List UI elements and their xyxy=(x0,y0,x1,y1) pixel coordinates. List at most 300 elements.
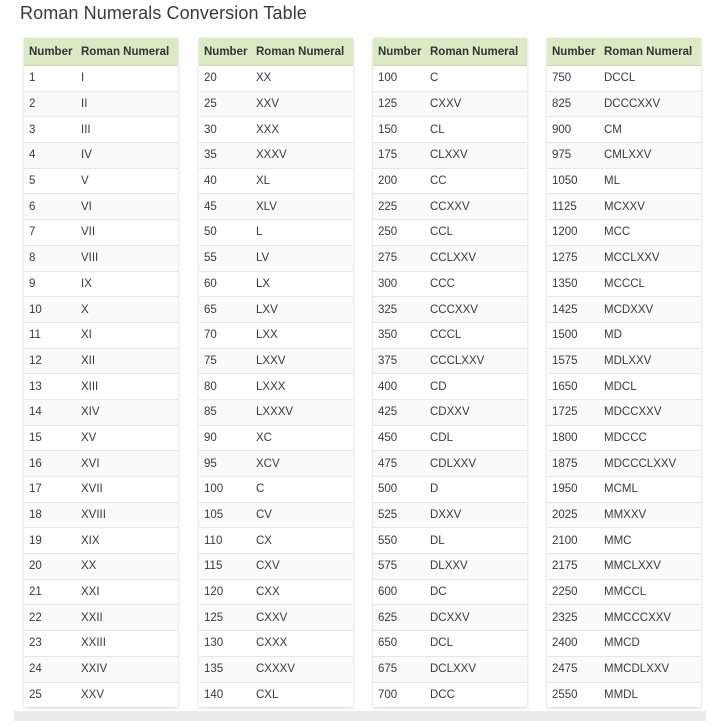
table-row xyxy=(24,194,178,220)
roman-numeral-cell: CCLXXV xyxy=(425,245,527,271)
table-row xyxy=(199,194,353,220)
roman-numeral-cell: MMDL xyxy=(599,682,701,707)
table-row xyxy=(199,656,353,682)
roman-numeral-cell: LXV xyxy=(251,297,353,323)
number-cell: 50 xyxy=(199,220,251,246)
number-cell: 150 xyxy=(373,117,425,143)
table-row xyxy=(24,66,178,92)
number-cell: 400 xyxy=(373,374,425,400)
conversion-table-2 xyxy=(199,38,353,707)
roman-numeral-cell: CXXXV xyxy=(251,656,353,682)
table-row xyxy=(199,451,353,477)
number-cell: 1275 xyxy=(547,245,599,271)
table-row xyxy=(547,631,701,657)
table-row xyxy=(547,502,701,528)
roman-numeral-cell: XX xyxy=(251,66,353,92)
table-row xyxy=(373,579,527,605)
roman-numeral-cell: DL xyxy=(425,528,527,554)
roman-numeral-cell: XCV xyxy=(251,451,353,477)
number-cell: 16 xyxy=(24,451,76,477)
table-row xyxy=(24,297,178,323)
table-row xyxy=(199,66,353,92)
number-cell: 24 xyxy=(24,656,76,682)
table-row xyxy=(373,656,527,682)
number-cell: 450 xyxy=(373,425,425,451)
table-row xyxy=(373,91,527,117)
number-cell: 25 xyxy=(199,91,251,117)
number-cell: 23 xyxy=(24,631,76,657)
number-cell: 85 xyxy=(199,399,251,425)
table-row xyxy=(373,271,527,297)
roman-numeral-cell: IX xyxy=(76,271,178,297)
table-row xyxy=(547,245,701,271)
number-cell: 6 xyxy=(24,194,76,220)
table-row xyxy=(24,220,178,246)
page-title: Roman Numerals Conversion Table xyxy=(20,3,307,23)
table-row xyxy=(24,605,178,631)
roman-numeral-cell: VIII xyxy=(76,245,178,271)
roman-numeral-cell: XII xyxy=(76,348,178,374)
table-row xyxy=(547,220,701,246)
roman-numeral-cell: LXXX xyxy=(251,374,353,400)
table-row xyxy=(373,348,527,374)
column-header-number: Number xyxy=(199,38,251,66)
table-row xyxy=(24,348,178,374)
number-cell: 3 xyxy=(24,117,76,143)
roman-numeral-cell: LXX xyxy=(251,322,353,348)
roman-numeral-cell: MDLXXV xyxy=(599,348,701,374)
roman-numeral-cell: XVI xyxy=(76,451,178,477)
table-row xyxy=(24,554,178,580)
number-cell: 825 xyxy=(547,91,599,117)
table-row xyxy=(373,451,527,477)
column-header-number: Number xyxy=(24,38,76,66)
table-row xyxy=(24,399,178,425)
table-row xyxy=(24,502,178,528)
number-cell: 2025 xyxy=(547,502,599,528)
roman-numeral-cell: XL xyxy=(251,168,353,194)
table-row xyxy=(547,579,701,605)
roman-numeral-cell: CXXV xyxy=(251,605,353,631)
roman-numeral-cell: LXXV xyxy=(251,348,353,374)
roman-numeral-cell: CXXX xyxy=(251,631,353,657)
table-row xyxy=(24,245,178,271)
number-cell: 105 xyxy=(199,502,251,528)
table-row xyxy=(547,682,701,707)
number-cell: 1200 xyxy=(547,220,599,246)
table-row xyxy=(373,297,527,323)
roman-numeral-cell: IV xyxy=(76,143,178,169)
table-row xyxy=(24,143,178,169)
table-row xyxy=(547,528,701,554)
number-cell: 600 xyxy=(373,579,425,605)
table-row xyxy=(373,477,527,503)
number-cell: 250 xyxy=(373,220,425,246)
number-cell: 1650 xyxy=(547,374,599,400)
number-cell: 2175 xyxy=(547,554,599,580)
roman-numeral-cell: VII xyxy=(76,220,178,246)
roman-numeral-cell: MDCCCLXXV xyxy=(599,451,701,477)
table-row xyxy=(24,91,178,117)
number-cell: 2250 xyxy=(547,579,599,605)
roman-numeral-cell: I xyxy=(76,66,178,92)
number-cell: 2100 xyxy=(547,528,599,554)
table-row xyxy=(547,194,701,220)
roman-numeral-cell: CXXV xyxy=(425,91,527,117)
number-cell: 350 xyxy=(373,322,425,348)
roman-numeral-cell: XI xyxy=(76,322,178,348)
table-row xyxy=(547,374,701,400)
table-row xyxy=(373,220,527,246)
table-row xyxy=(24,682,178,707)
table-row xyxy=(199,297,353,323)
table-row xyxy=(373,399,527,425)
roman-numeral-cell: XXX xyxy=(251,117,353,143)
roman-numeral-cell: VI xyxy=(76,194,178,220)
number-cell: 2400 xyxy=(547,631,599,657)
number-cell: 550 xyxy=(373,528,425,554)
table-row xyxy=(373,194,527,220)
roman-numeral-cell: MCC xyxy=(599,220,701,246)
table-row xyxy=(373,502,527,528)
roman-numeral-cell: CCCL xyxy=(425,322,527,348)
number-cell: 19 xyxy=(24,528,76,554)
number-cell: 900 xyxy=(547,117,599,143)
roman-numeral-cell: XXXV xyxy=(251,143,353,169)
number-cell: 225 xyxy=(373,194,425,220)
roman-numeral-cell: CCC xyxy=(425,271,527,297)
number-cell: 1875 xyxy=(547,451,599,477)
number-cell: 625 xyxy=(373,605,425,631)
conversion-tables xyxy=(24,38,704,708)
table-row xyxy=(24,271,178,297)
table-row xyxy=(199,143,353,169)
number-cell: 1725 xyxy=(547,399,599,425)
number-cell: 70 xyxy=(199,322,251,348)
roman-numeral-cell: LV xyxy=(251,245,353,271)
table-row xyxy=(199,528,353,554)
number-cell: 75 xyxy=(199,348,251,374)
number-cell: 2475 xyxy=(547,656,599,682)
number-cell: 475 xyxy=(373,451,425,477)
table-row xyxy=(199,348,353,374)
roman-numeral-cell: CCCLXXV xyxy=(425,348,527,374)
roman-numeral-cell: MMC xyxy=(599,528,701,554)
table-row xyxy=(199,554,353,580)
column-header-roman-numeral: Roman Numeral xyxy=(76,38,178,66)
number-cell: 300 xyxy=(373,271,425,297)
number-cell: 130 xyxy=(199,631,251,657)
column-header-roman-numeral: Roman Numeral xyxy=(599,38,701,66)
number-cell: 90 xyxy=(199,425,251,451)
table-row xyxy=(199,117,353,143)
table-header-row xyxy=(24,38,178,66)
table-row xyxy=(547,271,701,297)
number-cell: 17 xyxy=(24,477,76,503)
number-cell: 100 xyxy=(199,477,251,503)
table-row xyxy=(373,605,527,631)
horizontal-scrollbar[interactable] xyxy=(14,711,706,721)
roman-numeral-cell: MDCCXXV xyxy=(599,399,701,425)
table-row xyxy=(24,631,178,657)
number-cell: 200 xyxy=(373,168,425,194)
roman-numeral-cell: L xyxy=(251,220,353,246)
table-row xyxy=(199,502,353,528)
number-cell: 7 xyxy=(24,220,76,246)
roman-numeral-cell: CXV xyxy=(251,554,353,580)
table-row xyxy=(373,374,527,400)
roman-numeral-cell: CC xyxy=(425,168,527,194)
roman-numeral-cell: CX xyxy=(251,528,353,554)
number-cell: 1050 xyxy=(547,168,599,194)
roman-numeral-cell: MMCLXXV xyxy=(599,554,701,580)
roman-numeral-cell: XV xyxy=(76,425,178,451)
number-cell: 650 xyxy=(373,631,425,657)
roman-numeral-cell: XVII xyxy=(76,477,178,503)
table-row xyxy=(373,554,527,580)
table-row xyxy=(199,91,353,117)
column-header-number: Number xyxy=(547,38,599,66)
table-row xyxy=(199,245,353,271)
number-cell: 115 xyxy=(199,554,251,580)
number-cell: 65 xyxy=(199,297,251,323)
table-row xyxy=(199,682,353,707)
roman-numeral-cell: DCC xyxy=(425,682,527,707)
roman-numeral-cell: MD xyxy=(599,322,701,348)
roman-numeral-cell: DCCCXXV xyxy=(599,91,701,117)
table-row xyxy=(199,168,353,194)
roman-numeral-cell: MMCD xyxy=(599,631,701,657)
roman-numeral-cell: DC xyxy=(425,579,527,605)
roman-numeral-cell: DCL xyxy=(425,631,527,657)
number-cell: 1575 xyxy=(547,348,599,374)
number-cell: 525 xyxy=(373,502,425,528)
number-cell: 30 xyxy=(199,117,251,143)
roman-numeral-cell: XVIII xyxy=(76,502,178,528)
roman-numeral-cell: V xyxy=(76,168,178,194)
table-row xyxy=(373,168,527,194)
roman-numeral-cell: XXIV xyxy=(76,656,178,682)
table-row xyxy=(547,66,701,92)
number-cell: 55 xyxy=(199,245,251,271)
roman-numeral-cell: MCXXV xyxy=(599,194,701,220)
table-row xyxy=(24,117,178,143)
number-cell: 975 xyxy=(547,143,599,169)
number-cell: 575 xyxy=(373,554,425,580)
table-row xyxy=(199,579,353,605)
number-cell: 125 xyxy=(373,91,425,117)
table-row xyxy=(24,579,178,605)
number-cell: 110 xyxy=(199,528,251,554)
roman-numeral-cell: LXXXV xyxy=(251,399,353,425)
number-cell: 750 xyxy=(547,66,599,92)
number-cell: 13 xyxy=(24,374,76,400)
roman-numeral-cell: CCL xyxy=(425,220,527,246)
roman-numeral-cell: XXV xyxy=(251,91,353,117)
roman-numeral-cell: MMCCL xyxy=(599,579,701,605)
roman-numeral-cell: CDXXV xyxy=(425,399,527,425)
table-row xyxy=(547,168,701,194)
table-row xyxy=(547,477,701,503)
number-cell: 22 xyxy=(24,605,76,631)
table-row xyxy=(373,117,527,143)
table-header-row xyxy=(373,38,527,66)
table-row xyxy=(24,477,178,503)
roman-numeral-cell: XIV xyxy=(76,399,178,425)
number-cell: 1800 xyxy=(547,425,599,451)
table-header-row xyxy=(547,38,701,66)
number-cell: 10 xyxy=(24,297,76,323)
number-cell: 425 xyxy=(373,399,425,425)
number-cell: 11 xyxy=(24,322,76,348)
number-cell: 45 xyxy=(199,194,251,220)
table-row xyxy=(373,631,527,657)
table-row xyxy=(547,425,701,451)
roman-numeral-cell: MCML xyxy=(599,477,701,503)
number-cell: 95 xyxy=(199,451,251,477)
table-row xyxy=(373,245,527,271)
column-header-roman-numeral: Roman Numeral xyxy=(425,38,527,66)
table-row xyxy=(373,322,527,348)
roman-numeral-cell: XXI xyxy=(76,579,178,605)
roman-numeral-cell: CDLXXV xyxy=(425,451,527,477)
number-cell: 18 xyxy=(24,502,76,528)
number-cell: 2325 xyxy=(547,605,599,631)
roman-numeral-cell: CL xyxy=(425,117,527,143)
roman-numeral-cell: CLXXV xyxy=(425,143,527,169)
table-row xyxy=(373,425,527,451)
table-row xyxy=(199,271,353,297)
table-row xyxy=(199,220,353,246)
table-row xyxy=(199,399,353,425)
number-cell: 2550 xyxy=(547,682,599,707)
roman-numeral-cell: MMXXV xyxy=(599,502,701,528)
number-cell: 8 xyxy=(24,245,76,271)
number-cell: 40 xyxy=(199,168,251,194)
roman-numeral-cell: C xyxy=(251,477,353,503)
number-cell: 1500 xyxy=(547,322,599,348)
table-row xyxy=(547,399,701,425)
table-row xyxy=(547,451,701,477)
table-row xyxy=(24,425,178,451)
number-cell: 375 xyxy=(373,348,425,374)
number-cell: 700 xyxy=(373,682,425,707)
roman-numeral-cell: DCXXV xyxy=(425,605,527,631)
number-cell: 675 xyxy=(373,656,425,682)
table-row xyxy=(547,605,701,631)
roman-numeral-cell: CCXXV xyxy=(425,194,527,220)
table-row xyxy=(547,117,701,143)
roman-numeral-cell: MMCDLXXV xyxy=(599,656,701,682)
roman-numeral-cell: DLXXV xyxy=(425,554,527,580)
number-cell: 1350 xyxy=(547,271,599,297)
number-cell: 15 xyxy=(24,425,76,451)
table-row xyxy=(547,348,701,374)
number-cell: 135 xyxy=(199,656,251,682)
roman-numeral-cell: XXV xyxy=(76,682,178,707)
roman-numeral-cell: II xyxy=(76,91,178,117)
number-cell: 12 xyxy=(24,348,76,374)
number-cell: 500 xyxy=(373,477,425,503)
table-row xyxy=(199,631,353,657)
table-row xyxy=(24,656,178,682)
table-row xyxy=(199,322,353,348)
table-row xyxy=(373,528,527,554)
table-row xyxy=(24,322,178,348)
table-row xyxy=(199,477,353,503)
roman-numeral-cell: MCDXXV xyxy=(599,297,701,323)
table-row xyxy=(547,322,701,348)
number-cell: 325 xyxy=(373,297,425,323)
roman-numeral-cell: XC xyxy=(251,425,353,451)
roman-numeral-cell: C xyxy=(425,66,527,92)
roman-numeral-cell: CV xyxy=(251,502,353,528)
roman-numeral-cell: D xyxy=(425,477,527,503)
number-cell: 275 xyxy=(373,245,425,271)
roman-numeral-cell: CCCXXV xyxy=(425,297,527,323)
roman-numeral-cell: CXL xyxy=(251,682,353,707)
number-cell: 1 xyxy=(24,66,76,92)
number-cell: 21 xyxy=(24,579,76,605)
number-cell: 175 xyxy=(373,143,425,169)
conversion-table-1 xyxy=(24,38,178,707)
roman-numeral-cell: DCCL xyxy=(599,66,701,92)
conversion-table-4 xyxy=(547,38,701,707)
roman-numeral-cell: XXIII xyxy=(76,631,178,657)
table-row xyxy=(24,528,178,554)
number-cell: 120 xyxy=(199,579,251,605)
number-cell: 25 xyxy=(24,682,76,707)
number-cell: 80 xyxy=(199,374,251,400)
table-row xyxy=(547,297,701,323)
roman-numeral-cell: XXII xyxy=(76,605,178,631)
table-row xyxy=(373,682,527,707)
column-header-number: Number xyxy=(373,38,425,66)
roman-numeral-cell: DCLXXV xyxy=(425,656,527,682)
number-cell: 125 xyxy=(199,605,251,631)
table-row xyxy=(24,168,178,194)
roman-numeral-cell: MCCLXXV xyxy=(599,245,701,271)
table-row xyxy=(373,66,527,92)
roman-numeral-cell: XIX xyxy=(76,528,178,554)
number-cell: 1950 xyxy=(547,477,599,503)
number-cell: 2 xyxy=(24,91,76,117)
number-cell: 1425 xyxy=(547,297,599,323)
table-row xyxy=(24,451,178,477)
number-cell: 5 xyxy=(24,168,76,194)
number-cell: 35 xyxy=(199,143,251,169)
roman-numeral-cell: XX xyxy=(76,554,178,580)
roman-numeral-cell: CMLXXV xyxy=(599,143,701,169)
table-row xyxy=(199,605,353,631)
column-header-roman-numeral: Roman Numeral xyxy=(251,38,353,66)
table-row xyxy=(547,554,701,580)
roman-numeral-cell: III xyxy=(76,117,178,143)
number-cell: 100 xyxy=(373,66,425,92)
roman-numeral-cell: MCCCL xyxy=(599,271,701,297)
number-cell: 14 xyxy=(24,399,76,425)
table-row xyxy=(547,143,701,169)
roman-numeral-cell: X xyxy=(76,297,178,323)
table-row xyxy=(373,143,527,169)
number-cell: 4 xyxy=(24,143,76,169)
table-row xyxy=(199,374,353,400)
table-header-row xyxy=(199,38,353,66)
table-row xyxy=(199,425,353,451)
number-cell: 60 xyxy=(199,271,251,297)
roman-numeral-cell: CDL xyxy=(425,425,527,451)
number-cell: 9 xyxy=(24,271,76,297)
